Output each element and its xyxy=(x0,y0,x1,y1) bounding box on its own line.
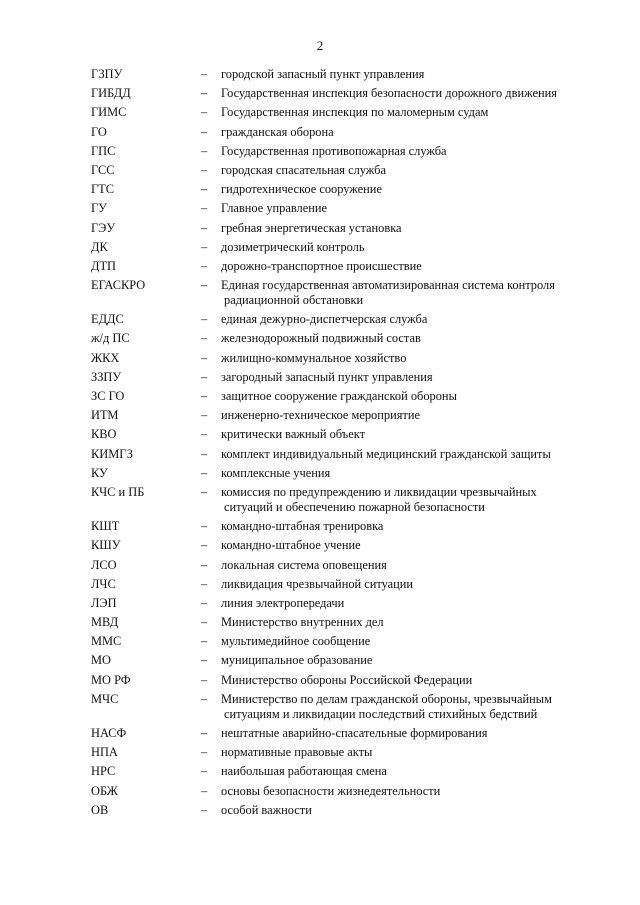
definition-line: комплексные учения xyxy=(221,465,331,480)
list-item xyxy=(91,351,586,366)
definition-line: дорожно-транспортное происшествие xyxy=(221,258,422,273)
dash-separator: – xyxy=(201,557,208,572)
dash-separator: – xyxy=(201,350,208,365)
dash-separator: – xyxy=(201,783,208,798)
abbreviation: КВО xyxy=(91,427,117,442)
definition-line: Министерство внутренних дел xyxy=(221,615,384,630)
abbreviation: НРС xyxy=(91,764,116,779)
page-number: 2 xyxy=(316,38,324,53)
dash-separator: – xyxy=(201,143,208,158)
abbreviation: ж/д ПС xyxy=(91,331,130,346)
abbreviation: ГО xyxy=(91,124,107,139)
definition xyxy=(221,259,586,274)
list-item xyxy=(91,673,586,688)
definition-line: гидротехническое сооружение xyxy=(221,182,382,197)
definition-line: жилищно-коммунальное хозяйство xyxy=(221,350,407,365)
definition-line: нормативные правовые акты xyxy=(221,745,373,760)
definition-line: инженерно-техническое мероприятие xyxy=(221,408,420,423)
dash-separator: – xyxy=(201,595,208,610)
definition xyxy=(221,125,586,140)
dash-separator: – xyxy=(201,726,208,740)
abbreviation: ГИБДД xyxy=(91,86,131,101)
list-item xyxy=(91,803,586,818)
dash-separator: – xyxy=(201,465,208,480)
list-item xyxy=(91,466,586,481)
dash-separator: – xyxy=(201,634,208,649)
definition xyxy=(221,182,586,197)
abbreviation: ЛЭП xyxy=(91,595,117,610)
dash-separator: – xyxy=(201,105,208,120)
definition-line: железнодорожный подвижный состав xyxy=(221,331,421,346)
list-item xyxy=(91,105,586,120)
dash-separator: – xyxy=(201,576,208,591)
definition-line: нештатные аварийно-спасательные формирования xyxy=(221,726,488,740)
definition-line: ситуациям и ликвидации последствий стихийных бедствий xyxy=(224,706,538,721)
list-item xyxy=(91,519,586,534)
list-item xyxy=(91,427,586,442)
abbreviation: ДК xyxy=(91,239,108,254)
definition-line: загородный запасный пункт управления xyxy=(221,369,433,384)
definition-line: мультимедийное сообщение xyxy=(221,634,371,649)
abbreviation: ЛЧС xyxy=(91,576,116,591)
list-item xyxy=(91,312,586,327)
definition-line: локальная система оповещения xyxy=(221,557,387,572)
definition xyxy=(221,351,586,366)
dash-separator: – xyxy=(201,745,208,760)
definition xyxy=(221,577,586,592)
abbreviation: ГУ xyxy=(91,201,107,216)
definition-line: Главное управление xyxy=(221,201,327,216)
list-item xyxy=(91,331,586,346)
definition xyxy=(221,519,586,534)
list-item xyxy=(91,784,586,799)
dash-separator: – xyxy=(201,446,208,461)
list-item xyxy=(91,558,586,573)
list-item xyxy=(91,634,586,649)
abbreviation: ЕДДС xyxy=(91,312,124,327)
dash-separator: – xyxy=(201,182,208,197)
list-item xyxy=(91,577,586,592)
definition-line: командно-штабное учение xyxy=(221,538,361,553)
abbreviation: ОБЖ xyxy=(91,783,118,798)
dash-separator: – xyxy=(201,427,208,442)
dash-separator: – xyxy=(201,162,208,177)
list-item xyxy=(91,692,586,722)
definition xyxy=(221,692,586,722)
list-item xyxy=(91,240,586,255)
definition xyxy=(221,331,586,346)
dash-separator: – xyxy=(201,764,208,779)
dash-separator: – xyxy=(201,408,208,423)
list-item xyxy=(91,447,586,462)
abbreviation: ГПС xyxy=(91,143,116,158)
list-item xyxy=(91,370,586,385)
definition-line: Государственная противопожарная служба xyxy=(221,143,447,158)
list-item xyxy=(91,163,586,178)
abbreviation: НАСФ xyxy=(91,726,127,740)
abbreviation: МО xyxy=(91,653,111,668)
definition-line: Государственная инспекция по маломерным судам xyxy=(221,105,489,120)
definition-line: городской запасный пункт управления xyxy=(221,67,425,81)
definition-line: ситуаций и обеспечению пожарной безопасности xyxy=(224,499,485,514)
definition-line: городская спасательная служба xyxy=(221,162,386,177)
abbreviation: ЗС ГО xyxy=(91,389,125,403)
definition xyxy=(221,240,586,255)
definition xyxy=(221,312,586,327)
definition xyxy=(221,634,586,649)
list-item xyxy=(91,538,586,553)
definition xyxy=(221,86,586,101)
dash-separator: – xyxy=(201,67,208,81)
definition xyxy=(221,67,586,82)
abbreviation: КШУ xyxy=(91,538,121,553)
list-item xyxy=(91,485,586,515)
definition xyxy=(221,803,586,818)
definition xyxy=(221,673,586,688)
abbreviation: КУ xyxy=(91,465,108,480)
list-item xyxy=(91,653,586,668)
abbreviation: ММС xyxy=(91,634,122,649)
definition-line: защитное сооружение гражданской обороны xyxy=(221,389,457,403)
abbreviation: МВД xyxy=(91,615,119,630)
definition xyxy=(221,745,586,760)
dash-separator: – xyxy=(201,201,208,216)
abbreviation: ДТП xyxy=(91,258,116,273)
definition xyxy=(221,485,586,515)
dash-separator: – xyxy=(201,672,208,687)
dash-separator: – xyxy=(201,691,208,706)
dash-separator: – xyxy=(201,538,208,553)
dash-separator: – xyxy=(201,653,208,668)
definition xyxy=(221,653,586,668)
dash-separator: – xyxy=(201,239,208,254)
abbreviation: КИМГЗ xyxy=(91,446,133,461)
definition xyxy=(221,764,586,779)
definition xyxy=(221,389,586,404)
dash-separator: – xyxy=(201,331,208,346)
list-item xyxy=(91,745,586,760)
definition-line: муниципальное образование xyxy=(221,653,373,668)
list-item xyxy=(91,615,586,630)
definition-line: гребная энергетическая установка xyxy=(221,220,402,235)
definition xyxy=(221,427,586,442)
definition xyxy=(221,615,586,630)
definition xyxy=(221,163,586,178)
definition-line: наибольшая работающая смена xyxy=(221,764,387,779)
abbreviation: ГЭУ xyxy=(91,220,116,235)
abbreviation: КШТ xyxy=(91,519,120,534)
dash-separator: – xyxy=(201,86,208,101)
dash-separator: – xyxy=(201,278,208,293)
dash-separator: – xyxy=(201,369,208,384)
list-item xyxy=(91,764,586,779)
list-item xyxy=(91,221,586,236)
list-item xyxy=(91,389,586,404)
definition-line: критически важный объект xyxy=(221,427,365,442)
list-item xyxy=(91,182,586,197)
abbreviation: ЕГАСКРО xyxy=(91,278,146,293)
definition xyxy=(221,447,586,462)
list-item xyxy=(91,259,586,274)
definition xyxy=(221,144,586,159)
abbreviation: ГИМС xyxy=(91,105,127,120)
definition-line: основы безопасности жизнедеятельности xyxy=(221,783,441,798)
abbreviation: ЗЗПУ xyxy=(91,369,122,384)
dash-separator: – xyxy=(201,312,208,327)
list-item xyxy=(91,408,586,423)
definition xyxy=(221,784,586,799)
definition xyxy=(221,105,586,120)
abbreviation: ИТМ xyxy=(91,408,119,423)
dash-separator: – xyxy=(201,389,208,403)
definition-line: радиационной обстановки xyxy=(224,293,364,308)
definition-line: ликвидация чрезвычайной ситуации xyxy=(221,576,414,591)
list-item xyxy=(91,67,586,82)
abbreviation: ЛСО xyxy=(91,557,117,572)
definition-line: линия электропередачи xyxy=(221,595,345,610)
dash-separator: – xyxy=(201,802,208,817)
definition xyxy=(221,201,586,216)
abbreviation: НПА xyxy=(91,745,118,760)
definition xyxy=(221,558,586,573)
list-item xyxy=(91,125,586,140)
dash-separator: – xyxy=(201,124,208,139)
definition xyxy=(221,221,586,236)
dash-separator: – xyxy=(201,519,208,534)
definition-line: комплект индивидуальный медицинский гражданской защиты xyxy=(221,446,551,461)
abbreviation: МЧС xyxy=(91,691,119,706)
definition-line: Единая государственная автоматизированная система контроля xyxy=(221,278,555,293)
abbreviations-list xyxy=(91,67,586,822)
list-item xyxy=(91,144,586,159)
definition xyxy=(221,726,586,741)
definition-line: дозиметрический контроль xyxy=(221,239,365,254)
dash-separator: – xyxy=(201,220,208,235)
definition-line: командно-штабная тренировка xyxy=(221,519,384,534)
dash-separator: – xyxy=(201,615,208,630)
dash-separator: – xyxy=(201,258,208,273)
abbreviation: ОВ xyxy=(91,802,109,817)
abbreviation: КЧС и ПБ xyxy=(91,484,145,499)
abbreviation: ГСС xyxy=(91,162,115,177)
definition-line: Государственная инспекция безопасности дорожного движения xyxy=(221,86,557,101)
definition xyxy=(221,538,586,553)
definition xyxy=(221,278,586,308)
list-item xyxy=(91,726,586,741)
definition xyxy=(221,408,586,423)
definition-line: комиссия по предупреждению и ликвидации чрезвычайных xyxy=(221,484,537,499)
abbreviation: ГЗПУ xyxy=(91,67,123,81)
abbreviation: ГТС xyxy=(91,182,114,197)
definition-line: единая дежурно-диспетчерская служба xyxy=(221,312,428,327)
abbreviation: МО РФ xyxy=(91,672,131,687)
definition-line: особой важности xyxy=(221,802,312,817)
abbreviation: ЖКХ xyxy=(91,350,120,365)
definition-line: Министерство обороны Российской Федерации xyxy=(221,672,473,687)
definition xyxy=(221,466,586,481)
list-item xyxy=(91,86,586,101)
definition xyxy=(221,370,586,385)
definition-line: Министерство по делам гражданской обороны, чрезвычайным xyxy=(221,691,552,706)
list-item xyxy=(91,278,586,308)
dash-separator: – xyxy=(201,484,208,499)
list-item xyxy=(91,201,586,216)
definition xyxy=(221,596,586,611)
definition-line: гражданская оборона xyxy=(221,124,334,139)
list-item xyxy=(91,596,586,611)
